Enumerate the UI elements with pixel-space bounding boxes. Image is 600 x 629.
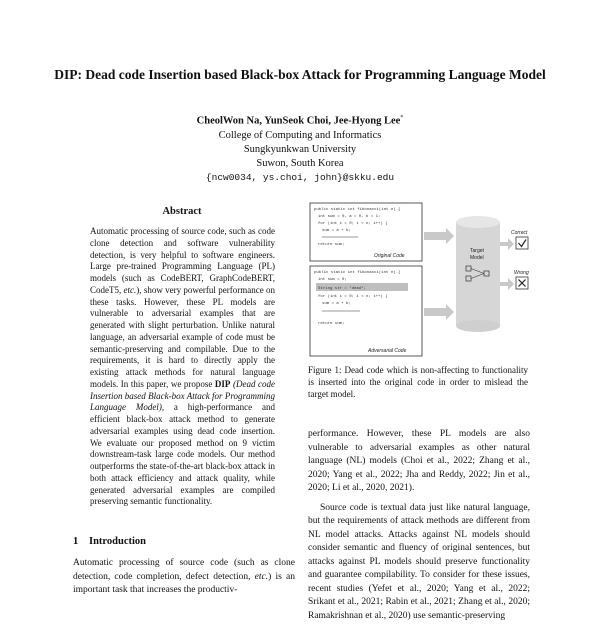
intro-text-1: Automatic processing of source code (such as clone detection, code completion, defect detection, bbox=[73, 558, 295, 582]
original-code-label: Original Code bbox=[374, 253, 405, 259]
adversarial-code-label: Adversarial Code bbox=[368, 348, 407, 354]
wrong-output bbox=[514, 270, 529, 289]
introduction-body bbox=[73, 557, 295, 598]
abstract-text-1: Automatic processing of source code, such as code clone detection and software vulnerability detection, is very helpful to software engineers. Large pre-trained Programming Language (PL) models (such as CodeBERT, GraphCodeBERT, CodeT5, bbox=[90, 226, 275, 295]
code-top-line-5: return sum; bbox=[318, 243, 345, 247]
section-introduction-heading bbox=[73, 536, 146, 547]
intro-text-2: ) is an important task that increases the productiv- bbox=[73, 571, 296, 595]
code-top-line-3: for (int i = 0; i < n; i++) { bbox=[318, 222, 388, 226]
abstract-text-3: , a high-performance and efficient black-box attack method to generate adversarial examples using dead code insertion. We evaluate our proposed method on 9 victim downstream-task large code models. Our method outperforms the state-of-the-art black-box attack in both attack efficiency and attack quality, while generated adversarial examples are compiled preserving semantic functionality. bbox=[90, 402, 275, 507]
section-number: 1 bbox=[73, 536, 79, 547]
code-bot-line-1: public static int fibonacci(int n) { bbox=[314, 271, 401, 275]
code-top-line-1: public static int fibonacci(int n) { bbox=[314, 208, 401, 212]
abstract-etc: etc. bbox=[123, 284, 137, 295]
section-title: Introduction bbox=[89, 536, 146, 547]
code-bot-line-6: return sum; bbox=[318, 322, 345, 326]
code-top-line-4: sum = a + b; bbox=[322, 229, 351, 233]
right-column-body bbox=[308, 428, 530, 629]
right-paragraph-2: Source code is textual data just like natural language, but the requirements of attack methods are different from NL model attacks. Attacks against NL models should consider semantic and fluency of original sentences, but attacks against PL models should preserve functionality and guarantee compilability. To consider for these issues, recent studies (Yefet et al., 2020; Yang et al., 2022; Srikant et al., 2021; Rabin et al., 2021; Zhang et al., 2020; Ramakrishnan et al., 2020) use semantic-preserving bbox=[308, 502, 530, 621]
target-model-label-2: Model bbox=[470, 255, 484, 261]
affiliation-university: Sungkyunkwan University bbox=[243, 143, 357, 155]
code-bot-line-3: String str = "dead"; bbox=[318, 287, 367, 291]
abstract-text-2: ), show very powerful performance on these tasks. However, these PL models are vulnerable to adversarial examples that are generated with slight perturbation. Unlike natural language, an adversarial example of code must be semantic-preserving and compilable. Due to the requirements, it is hard to directly apply the existing attack methods for natural language models. In this paper, we propose bbox=[90, 284, 275, 389]
correct-label: Correct bbox=[511, 230, 528, 236]
original-code-box bbox=[310, 203, 422, 261]
adversarial-code-box bbox=[310, 266, 422, 356]
checkbox-icon bbox=[516, 237, 528, 249]
abstract-body bbox=[90, 226, 275, 508]
intro-etc: etc. bbox=[254, 571, 269, 582]
figure-1-caption: Figure 1: Dead code which is non-affecting to functionality is inserted into the original code in order to mislead the target model. bbox=[308, 365, 528, 399]
target-model-label-1: Target bbox=[470, 248, 484, 254]
author-mark: * bbox=[400, 115, 404, 121]
wrong-label: Wrong bbox=[514, 270, 529, 276]
affiliation-location: Suwon, South Korea bbox=[256, 157, 344, 169]
figure-1-diagram bbox=[308, 200, 530, 358]
right-paragraph-1: performance. However, these PL models are also vulnerable to adversarial examples as other natural language (NL) models (Choi et al., 2022; Zhang et al., 2020; Yang et al., 2022; Jha and Reddy, 2022; Jin et al., 2020; Li et al., 2020, 2021). bbox=[308, 429, 530, 493]
code-bot-line-2: int sum = 0; bbox=[318, 278, 347, 282]
paper-title: DIP: Dead code Insertion based Black-box Attack for Programming Language Model bbox=[54, 67, 546, 82]
code-bot-line-5: sum = a + b; bbox=[322, 302, 351, 306]
author-emails: {ncw0034, ys.choi, john}@skku.edu bbox=[205, 171, 395, 183]
correct-output bbox=[511, 230, 528, 249]
affiliation-college: College of Computing and Informatics bbox=[218, 129, 382, 141]
input-arrows bbox=[424, 228, 454, 320]
code-bot-line-4: for (int i = 0; i < n; i++) { bbox=[318, 295, 388, 299]
author-names: CheolWon Na, YunSeok Choi, Jee-Hyong Lee bbox=[196, 115, 401, 127]
abstract-dip: DIP bbox=[214, 378, 231, 389]
author-block bbox=[0, 111, 600, 185]
output-arrows bbox=[500, 238, 514, 290]
abstract-heading: Abstract bbox=[162, 206, 202, 217]
abstract-dip-expansion: (Dead code Insertion based Black-box Attack for Programming Language Model) bbox=[90, 378, 275, 413]
target-model-cylinder bbox=[456, 216, 500, 332]
code-top-line-2: int sum = 0, a = 0, b = 1; bbox=[318, 215, 381, 219]
